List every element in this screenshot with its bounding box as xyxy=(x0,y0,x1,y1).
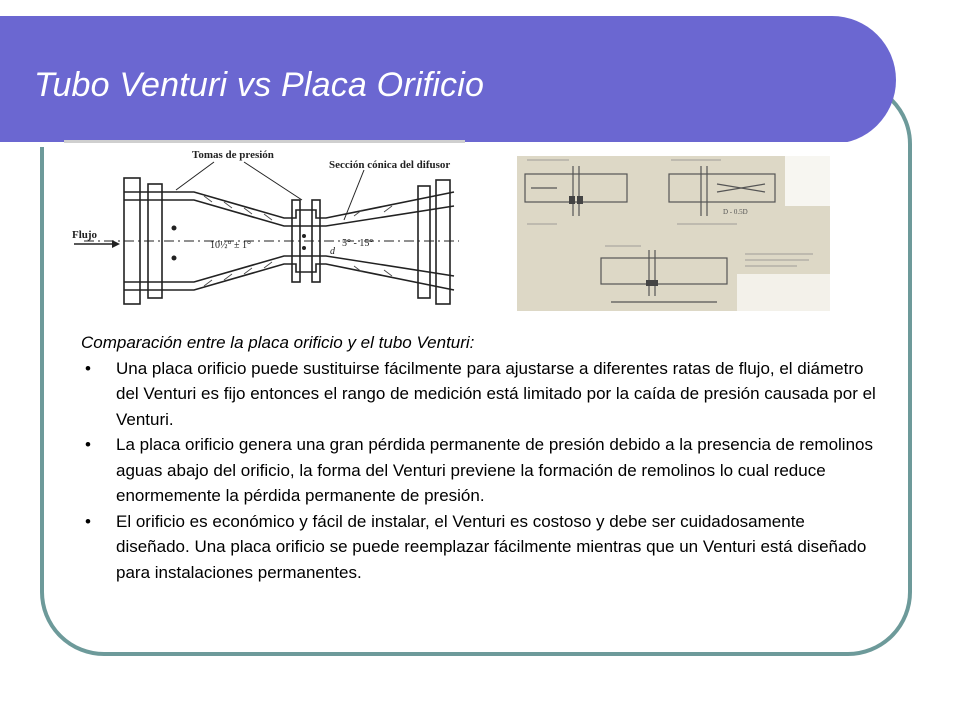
orifice-plate-figure xyxy=(517,156,830,311)
comparison-list xyxy=(81,356,881,586)
bullet-marker: • xyxy=(85,435,91,454)
list-item xyxy=(81,432,881,509)
bullet-marker: • xyxy=(85,511,91,531)
label-orifice-dims: D - 0.5D xyxy=(723,208,748,216)
outlet-flange xyxy=(436,180,450,304)
title-bar xyxy=(0,16,896,144)
orifice-drawing xyxy=(517,156,830,311)
list-item xyxy=(81,356,881,433)
label-flujo: Flujo xyxy=(72,229,98,241)
venturi-upper-inner xyxy=(124,200,454,226)
venturi-diagram xyxy=(64,140,465,310)
bullet-text: El orificio es económico y fácil de instalar, el Venturi es costoso y debe ser cuidadosamente diseñado. Una placa orificio se puede reemplazar fácilmente mientras que un Venturi está diseñado para instalaciones permanentes. xyxy=(116,511,867,582)
label-angle-outlet: 5° - 15° xyxy=(342,238,374,249)
label-d: d xyxy=(330,246,335,257)
list-item xyxy=(81,509,881,586)
slide-body xyxy=(81,330,881,585)
bullet-text: Una placa orificio puede sustituirse fácilmente para ajustarse a diferentes ratas de flujo, el diámetro del Venturi es fijo entonces el rango de medición está limitado por la caída de presión causada por el Venturi. xyxy=(116,358,876,429)
label-angle-inlet: 10½° ± 1° xyxy=(210,240,251,251)
figure-top-rule xyxy=(64,140,465,143)
label-seccion-conica: Sección cónica del difusor xyxy=(329,159,451,171)
slide-title: Tubo Venturi vs Placa Orificio xyxy=(34,66,485,104)
bullet-text: La placa orificio genera una gran pérdida permanente de presión debido a la presencia de remolinos aguas abajo del orificio, la forma del Venturi previene la formación de remolinos lo cual reduce enormemente la pérdida permanente de presión. xyxy=(116,435,873,505)
label-tomas-presion: Tomas de presión xyxy=(192,149,274,161)
venturi-drawing xyxy=(64,140,465,310)
comparison-intro: Comparación entre la placa orificio y el tubo Venturi: xyxy=(81,333,475,352)
outlet-body xyxy=(418,186,430,298)
bullet-marker: • xyxy=(85,358,91,378)
